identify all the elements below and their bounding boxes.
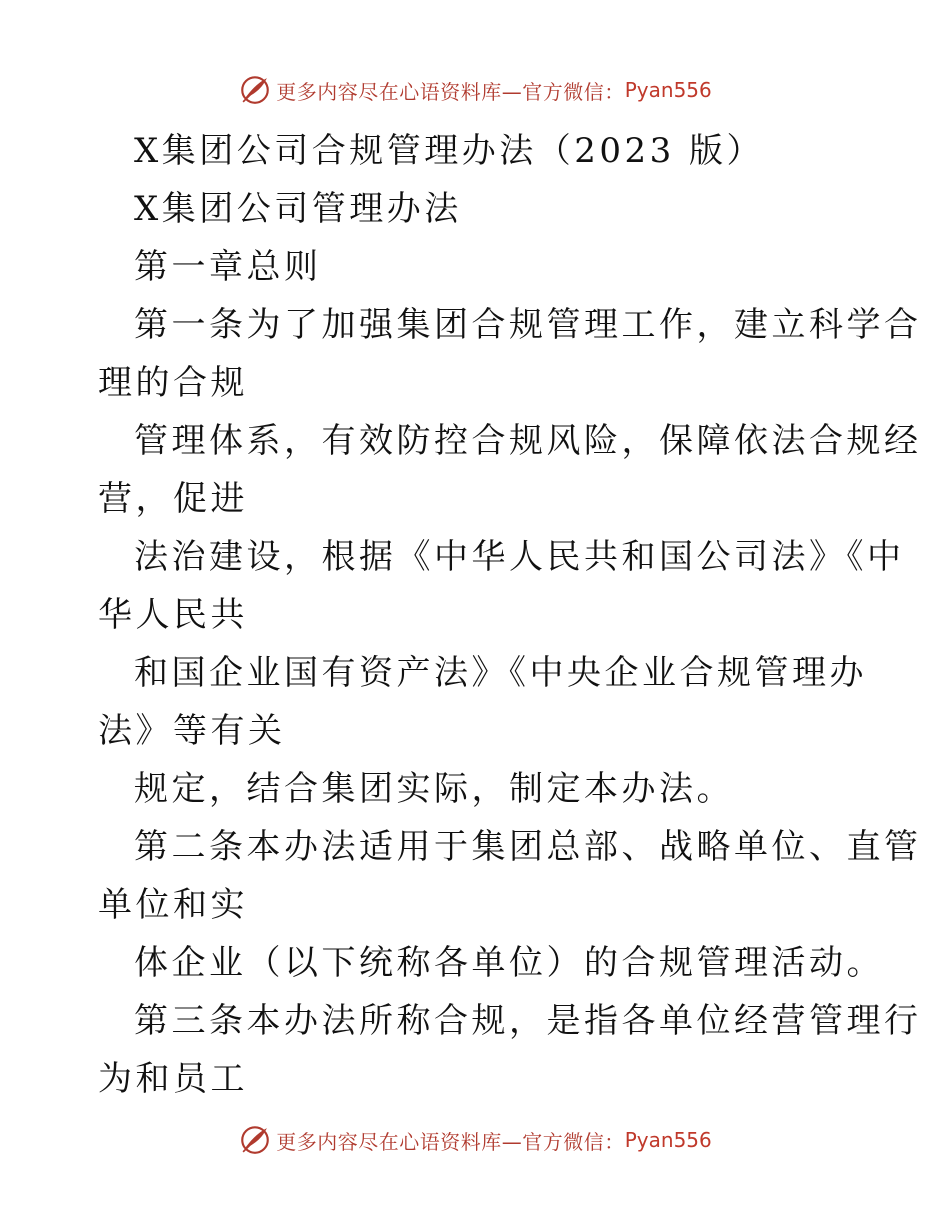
text-line: 单位和实: [98, 885, 248, 925]
footer-watermark-banner: [0, 1120, 950, 1160]
text-line: 和国企业国有资产法》《中央企业合规管理办: [134, 653, 867, 693]
watermark-text: 更多内容尽在心语资料库—官方微信：: [276, 79, 625, 104]
text-line: 管理体系，有效防控合规风险，保障依法合规经: [134, 421, 922, 461]
feather-quill-logo: [238, 1123, 272, 1157]
watermark-wechat-handle: Pyan556: [624, 78, 712, 102]
text-line: 体企业（以下统称各单位）的合规管理活动。: [134, 943, 884, 983]
text-line: 规定，结合集团实际，制定本办法。: [134, 769, 734, 809]
doc-subtitle: X集团公司管理办法: [134, 189, 462, 229]
watermark-text: 更多内容尽在心语资料库—官方微信：: [276, 1129, 625, 1154]
header-watermark-banner: [0, 70, 950, 110]
feather-quill-logo: [238, 73, 272, 107]
text-line: 理的合规: [98, 363, 248, 403]
text-line: 为和员工: [98, 1059, 248, 1099]
text-line: 法》等有关: [98, 711, 286, 751]
text-line: 法治建设，根据《中华人民共和国公司法》《中: [134, 537, 905, 577]
watermark-wechat-handle: Pyan556: [624, 1128, 712, 1152]
text-line: 营，促进: [98, 479, 248, 519]
text-line: 第二条本办法适用于集团总部、战略单位、直管: [134, 827, 922, 867]
text-line: 第三条本办法所称合规，是指各单位经营管理行: [134, 1001, 922, 1041]
doc-title: X集团公司合规管理办法（2023 版）: [134, 131, 765, 171]
text-line: 第一条为了加强集团合规管理工作，建立科学合: [134, 305, 922, 345]
chapter-heading: 第一章总则: [134, 247, 322, 287]
text-line: 华人民共: [98, 595, 248, 635]
